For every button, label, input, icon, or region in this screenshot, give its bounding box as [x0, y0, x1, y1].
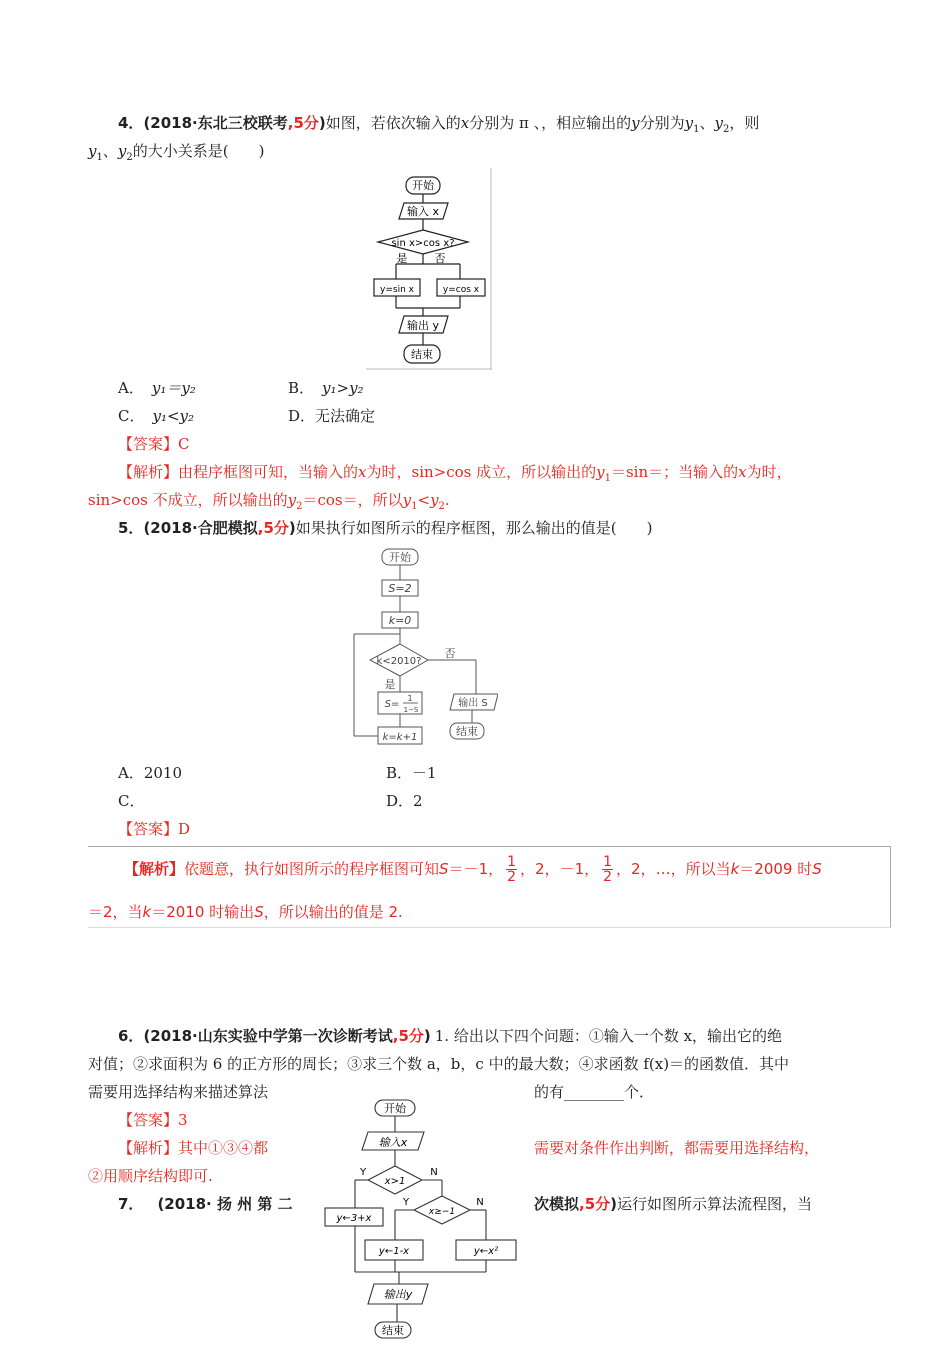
q7-line1a: 7． (2018· 扬 州 第 二	[118, 1195, 293, 1213]
q5-fc-k-init: k=0	[388, 614, 412, 627]
q4-fc-cond: sin x>cos x?	[391, 238, 455, 249]
q7-fc-y2: Y	[402, 1197, 410, 1208]
q5-fc-assign-lhs: S=	[384, 699, 400, 710]
q4-fc-output: 输出 y	[406, 319, 440, 332]
q7-fc-cond1: x>1	[384, 1176, 406, 1187]
q4-number: 4．	[118, 114, 144, 132]
q7-fc-input: 输入x	[378, 1136, 408, 1149]
q4-source: (2018·东北三校联考	[143, 114, 288, 132]
q6-line1: 6．(2018·山东实验中学第一次诊断考试,5分) 1. 给出以下四个问题：①输入一个数 x，输出它的绝	[118, 1027, 783, 1045]
q7-fc-y1: Y	[359, 1167, 367, 1178]
q5-analysis-line2: ＝2，当k＝2010 时输出S，所以输出的值是 2.	[88, 903, 403, 921]
q6-analysis-line1b: 需要对条件作出判断，都需要用选择结构，	[534, 1139, 820, 1157]
q7-fc-n1: N	[430, 1167, 438, 1178]
q6-line3a: 需要用选择结构来描述算法	[88, 1083, 269, 1101]
q7-fc-cond2: x≥−1	[428, 1207, 456, 1217]
q4-fc-start: 开始	[412, 179, 434, 192]
q4-fc-input: 输入 x	[406, 205, 440, 218]
q7-fc-n2: N	[476, 1197, 484, 1208]
q4-fc-end: 结束	[411, 348, 433, 361]
q4-flowchart	[366, 168, 492, 370]
q5-fc-assign-den: 1−S	[403, 706, 419, 714]
q7-score: ,5分	[579, 1195, 611, 1213]
q5-fc-output: 输出 S	[458, 698, 488, 709]
q7-fc-box1: y←3+x	[336, 1213, 372, 1224]
q5-fc-inc: k=k+1	[382, 732, 418, 743]
q4-analysis-line1: 【解析】由程序框图可知，当输入的x为时，sin>cos 成立，所以输出的$y_1=\sin=$；当输入的x为时，	[118, 463, 792, 484]
q5-fc-end: 结束	[456, 725, 478, 738]
q5-fc-no: 否	[444, 647, 456, 660]
q6-number: 6．	[118, 1027, 144, 1045]
q5-fc-yes: 是	[384, 678, 396, 691]
q5-option-a: A．2010	[118, 764, 183, 782]
q6-line2: 对值；②求面积为 6 的正方形的周长；③求三个数 a，b，c 中的最大数；④求函数 f(x)＝的函数值．其中	[88, 1055, 790, 1073]
q4-line1: 4．(2018·东北三校联考,5分)如图，若依次输入的x分别为 π 、，相应输出的y分别为$y_1$、$y_2$，则	[118, 114, 760, 135]
q4-score: ,5分	[287, 114, 319, 132]
q4-option-d: D．无法确定	[288, 407, 376, 425]
q5-flowchart	[348, 546, 498, 754]
q7-fc-end: 结束	[382, 1324, 404, 1337]
q7-line1b: 次模拟,5分)运行如图所示算法流程图，当	[534, 1195, 813, 1213]
q4-fc-left: y=sin x	[380, 285, 414, 295]
q6-score: ,5分	[392, 1027, 424, 1045]
q7-number: 7．	[118, 1195, 144, 1213]
q5-fc-assign-num: 1	[407, 694, 413, 703]
q4-analysis-line2: sin>cos 不成立，所以输出的$y_2=\cos=$，所以$y_1<y_2$.	[88, 491, 450, 512]
q6-line3b: 的有________个．	[534, 1083, 655, 1101]
q6-analysis-line2: ②用顺序结构即可.	[88, 1167, 213, 1185]
q5-option-b: B．－1	[386, 764, 437, 782]
q5-score: ,5分	[257, 519, 289, 537]
q5-half-fraction-2: $\frac{1}{2}$	[603, 854, 613, 885]
q5-answer: 【答案】D	[118, 820, 191, 838]
q4-option-a: A． y₁＝y₂	[118, 379, 196, 397]
q7-fc-start: 开始	[384, 1102, 406, 1115]
q4-fc-no: 否	[434, 252, 446, 265]
q4-fc-yes: 是	[396, 252, 408, 265]
q5-option-d: D．2	[386, 792, 423, 810]
q5-option-c: C．	[118, 792, 145, 810]
q5-number: 5．	[118, 519, 144, 537]
q7-fc-output: 输出y	[383, 1288, 413, 1301]
q4-answer: 【答案】C	[118, 435, 190, 453]
q5-analysis-line1: 【解析】依题意，执行如图所示的程序框图可知S＝－1， $\frac{1}{2}$ ，2，－1， $\frac{1}{2}$ ，2，…，所以当k＝2009 时S	[124, 854, 822, 885]
q7-fc-box3: y←x²	[473, 1246, 499, 1257]
q6-source: (2018·山东实验中学第一次诊断考试	[143, 1027, 393, 1045]
q4-option-b: B． y₁>y₂	[288, 379, 364, 397]
q5-line1: 5．(2018·合肥模拟,5分)如果执行如图所示的程序框图，那么输出的值是( )	[118, 519, 653, 537]
q7-flowchart	[318, 1096, 524, 1344]
q4-line2: $y_1$、$y_2$的大小关系是( )	[88, 142, 265, 163]
q4-option-c: C． y₁<y₂	[118, 407, 195, 425]
q6-answer: 【答案】3	[118, 1111, 188, 1129]
q5-source: (2018·合肥模拟	[143, 519, 258, 537]
q6-analysis-line1a: 【解析】其中①③④都	[118, 1139, 269, 1157]
q5-half-fraction-1: $\frac{1}{2}$	[507, 854, 517, 885]
q7-fc-box2: y←1-x	[378, 1246, 410, 1257]
q5-fc-start: 开始	[389, 551, 411, 564]
q4-fc-right: y=cos x	[442, 285, 480, 295]
q5-fc-cond: k<2010?	[376, 656, 422, 667]
q5-fc-s-init: S=2	[388, 582, 412, 595]
